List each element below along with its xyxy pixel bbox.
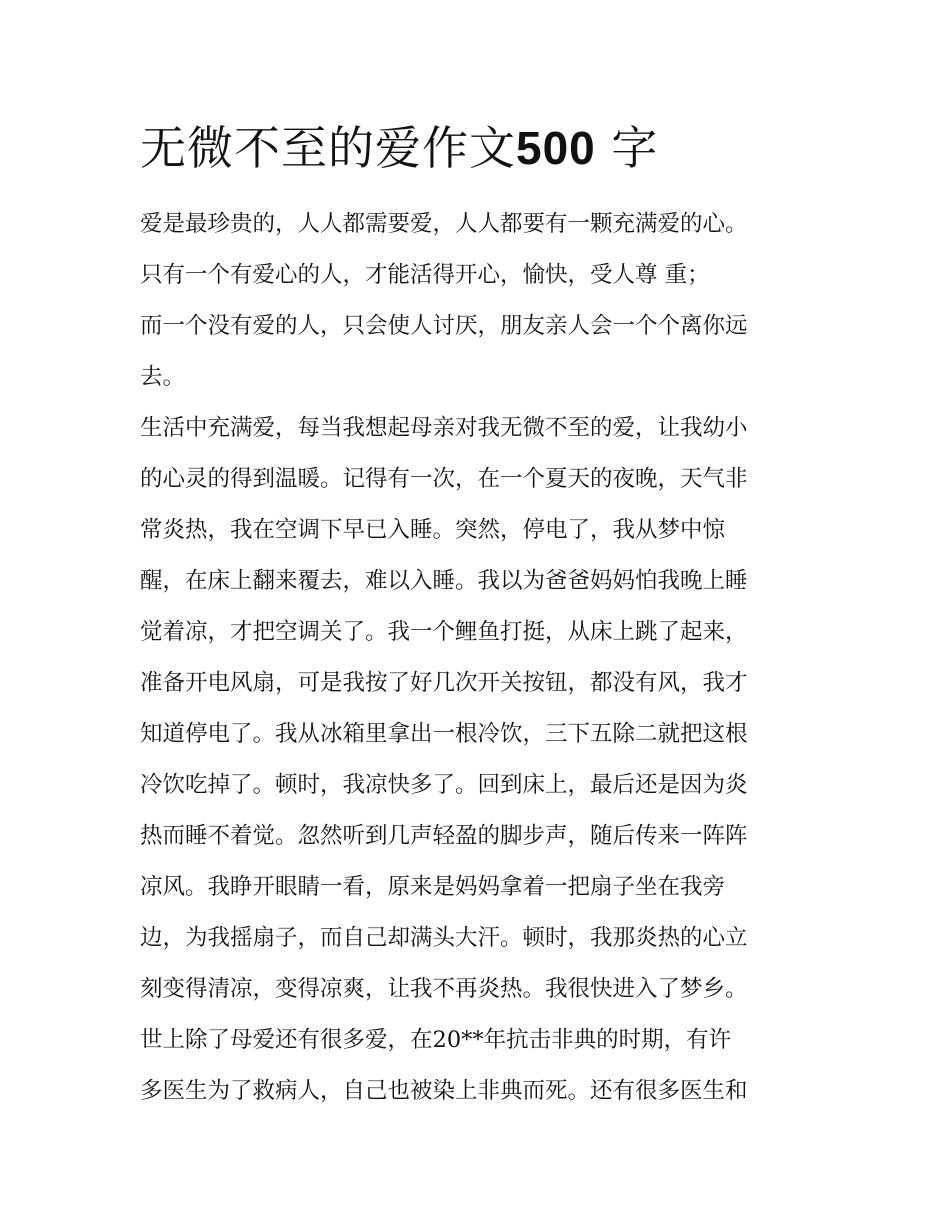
title-prefix: 无微不至的爱作文	[140, 121, 516, 175]
text-line: 冷饮吃掉了。顿时，我凉快多了。回到床上，最后还是因为炎	[140, 772, 748, 798]
text-line: 边，为我摇扇子，而自己却满头大汗。顿时，我那炎热的心立	[140, 925, 748, 951]
text-line: 凉风。我睁开眼睛一看，原来是妈妈拿着一把扇子坐在我旁	[140, 874, 726, 900]
text-line: 知道停电了。我从冰箱里拿出一根冷饮，三下五除二就把这根	[140, 721, 748, 747]
text-line: 常炎热，我在空调下早已入睡。突然，停电了，我从梦中惊	[140, 517, 726, 543]
document-title	[140, 118, 658, 178]
text-line: 准备开电风扇，可是我按了好几次开关按钮，都没有风，我才	[140, 670, 748, 696]
text-line: 爱是最珍贵的，人人都需要爱，人人都要有一颗充满爱的心。	[140, 211, 748, 237]
text-line: 醒，在床上翻来覆去，难以入睡。我以为爸爸妈妈怕我晚上睡	[140, 568, 748, 594]
text-line: 多医生为了救病人，自己也被染上非典而死。还有很多医生和	[140, 1078, 748, 1104]
title-number: 500	[516, 122, 596, 174]
text-line: 世上除了母爱还有很多爱，在20**年抗击非典的时期，有许	[140, 1027, 732, 1053]
text-line: 去。	[140, 364, 186, 390]
text-line: 的心灵的得到温暖。记得有一次，在一个夏天的夜晚，天气非	[140, 466, 748, 492]
text-line: 觉着凉，才把空调关了。我一个鲤鱼打挺，从床上跳了起来，	[140, 619, 748, 645]
text-line: 热而睡不着觉。忽然听到几声轻盈的脚步声，随后传来一阵阵	[140, 823, 748, 849]
text-line: 只有一个有爱心的人，才能活得开心，愉快，受人尊 重；	[140, 262, 710, 288]
text-line: 刻变得清凉，变得凉爽，让我不再炎热。我很快进入了梦乡。	[140, 976, 748, 1002]
text-line: 生活中充满爱，每当我想起母亲对我无微不至的爱，让我幼小	[140, 415, 748, 441]
text-line: 而一个没有爱的人，只会使人讨厌，朋友亲人会一个个离你远	[140, 313, 748, 339]
title-suffix: 字	[611, 121, 659, 175]
